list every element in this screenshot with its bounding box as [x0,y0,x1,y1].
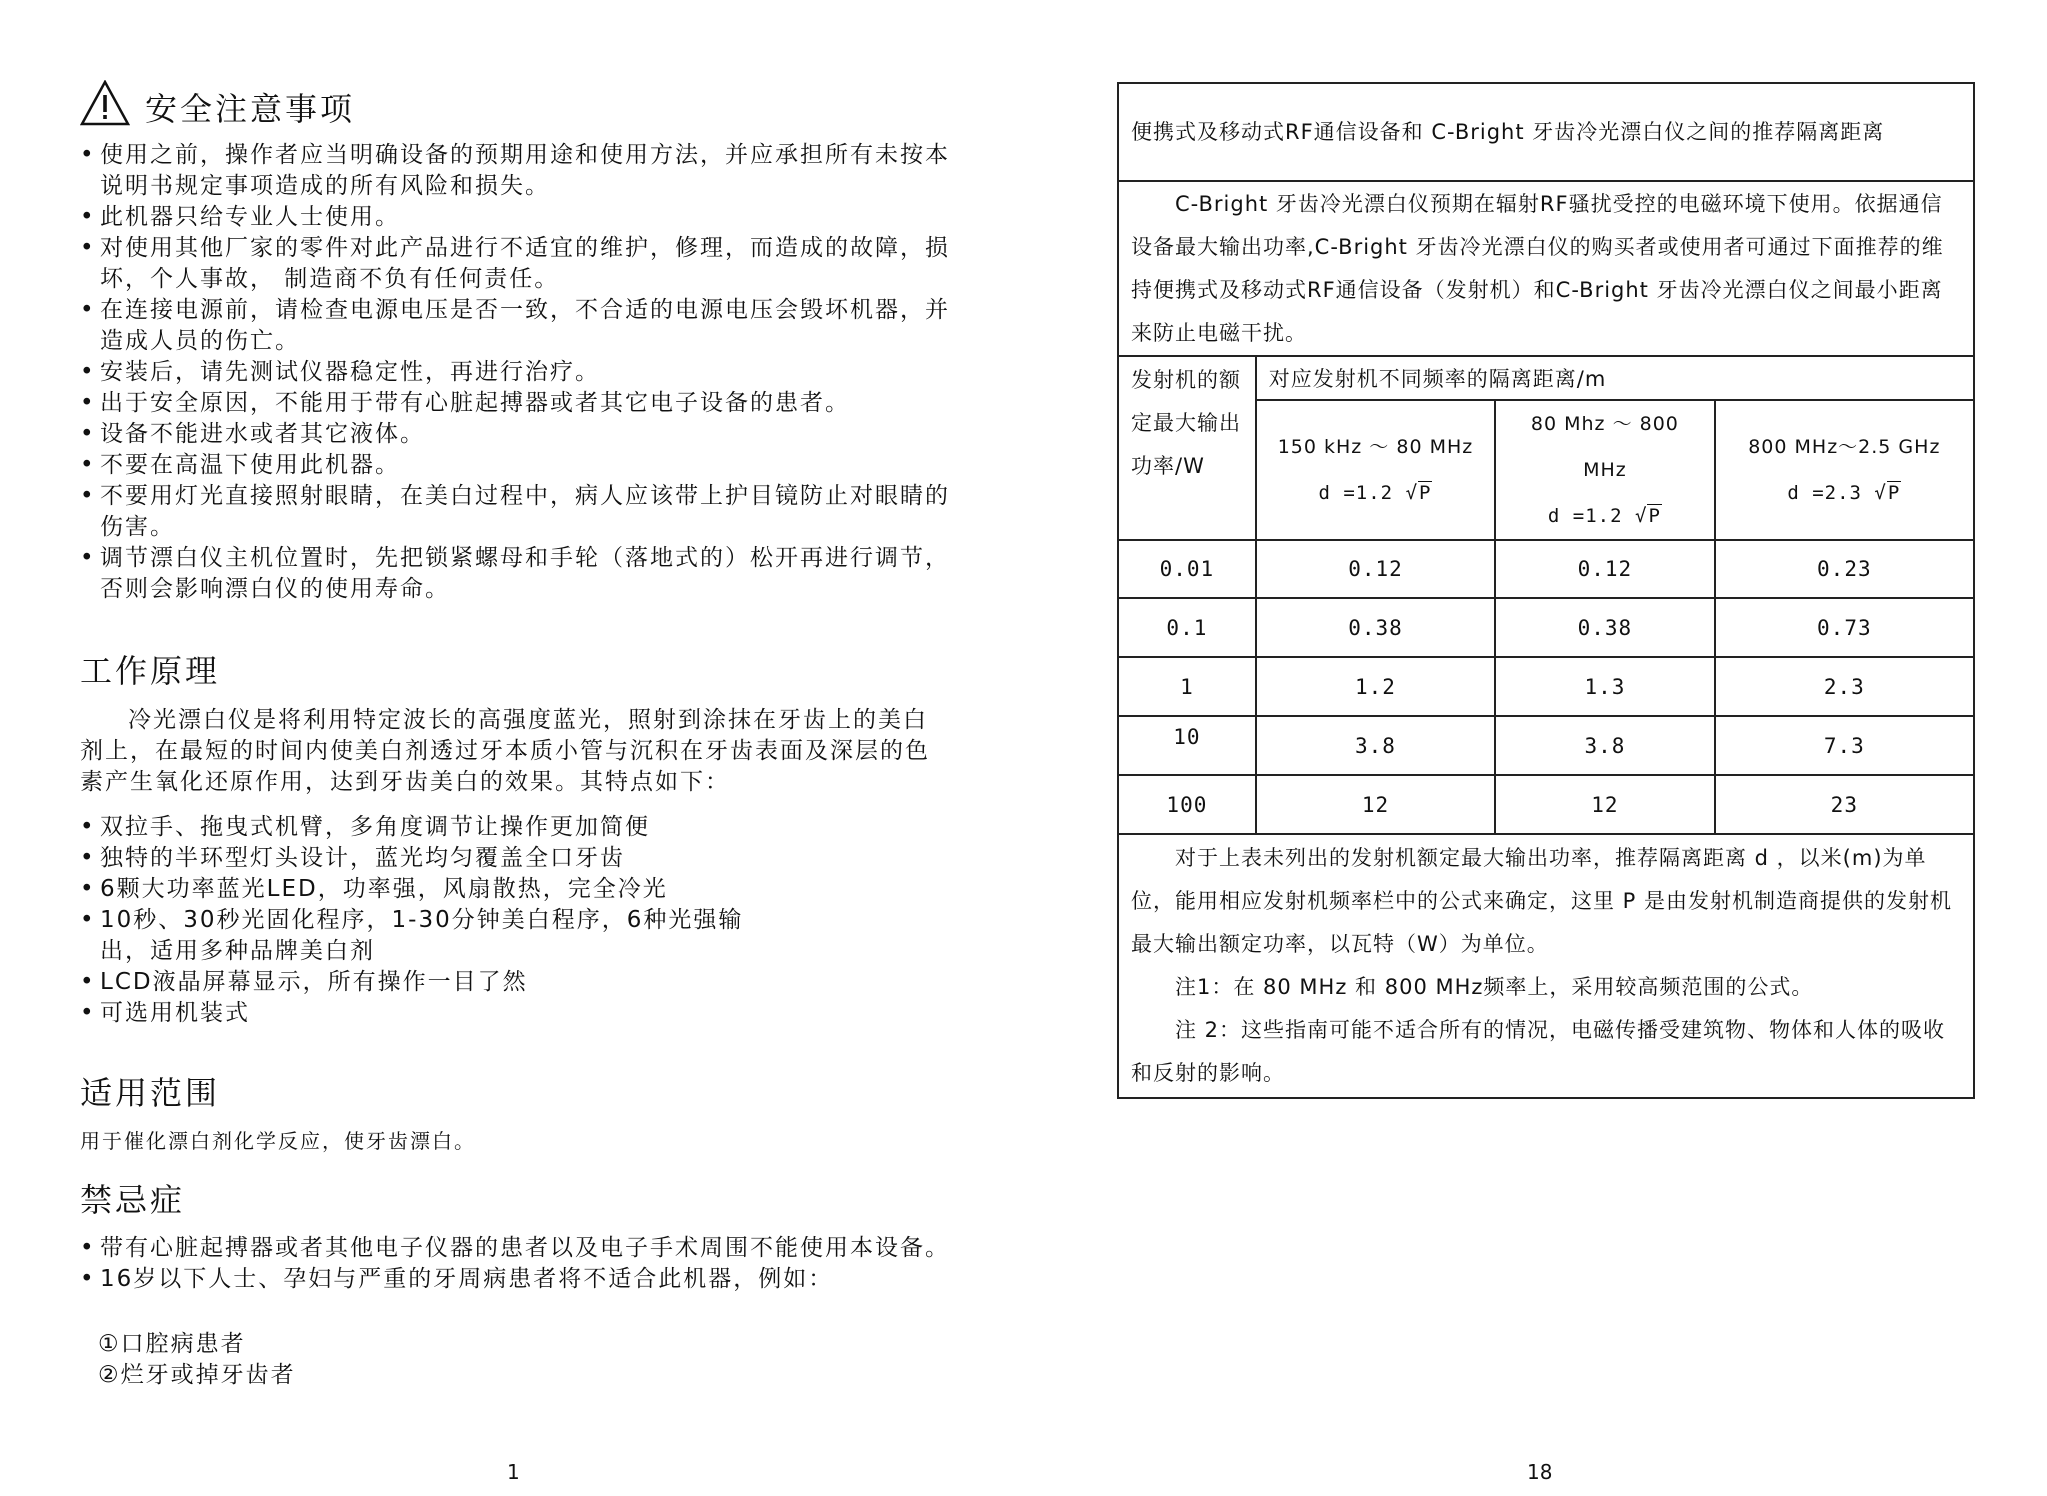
table-row [1118,598,1974,657]
table-cell: 7.3 [1715,716,1974,775]
safety-list [80,140,960,605]
table-cell: 2.3 [1715,657,1974,716]
table-cell: 100 [1118,775,1256,834]
contraindications-sublist [98,1329,296,1391]
list-item: • 带有心脏起搏器或者其他电子仪器的患者以及电子手术周围不能使用本设备。 [80,1233,960,1264]
note-paragraph: 注1：在 80 MHz 和 800 MHz频率上，采用较高频范围的公式。 [1175,975,1814,999]
band-header [1256,400,1495,540]
table-cell: 0.12 [1256,540,1495,598]
band-range: 80 Mhz ～ 800 MHz [1530,413,1679,481]
table-cell: 3.8 [1495,716,1714,775]
note-paragraph: 对于上表未列出的发射机额定最大输出功率，推荐隔离距离 d ，以米(m)为单位，能用相应发射机频率栏中的公式来确定，这里 P 是由发射机制造商提供的发射机最大输出额定功率，以瓦特（W）为单位。 [1131,846,1953,956]
band-formula: d =2.3 √P [1787,482,1901,504]
list-item: • 独特的半环型灯头设计，蓝光均匀覆盖全口牙齿 [80,843,780,874]
principle-title: 工作原理 [80,652,221,690]
list-item: • 出于安全原因，不能用于带有心脏起搏器或者其它电子设备的患者。 [80,388,960,419]
table-cell: 0.23 [1715,540,1974,598]
table-cell: 1.2 [1256,657,1495,716]
list-item: • 安装后，请先测试仪器稳定性，再进行治疗。 [80,357,960,388]
list-item: ②烂牙或掉牙齿者 [98,1362,296,1388]
table-cell: 1 [1118,657,1256,716]
table-cell: 0.73 [1715,598,1974,657]
table-cell: 0.01 [1118,540,1256,598]
table-cell: 12 [1495,775,1714,834]
table-row [1118,775,1974,834]
separation-distance-table [1117,82,1975,1099]
feature-list [80,812,780,1029]
list-item: • 在连接电源前，请检查电源电压是否一致，不合适的电源电压会毁坏机器，并造成人员的伤亡。 [80,295,960,357]
list-item: • 10秒、30秒光固化程序，1-30分钟美白程序，6种光强输出，适用多种品牌美白剂 [80,905,780,967]
contraindications-list [80,1233,960,1295]
band-header [1495,400,1714,540]
page-number: 1 [507,1460,520,1484]
band-range: 150 kHz ～ 80 MHz [1277,436,1474,458]
table-cell: 0.12 [1495,540,1714,598]
table-cell: 23 [1715,775,1974,834]
list-item: • 6颗大功率蓝光LED，功率强，风扇散热，完全冷光 [80,874,780,905]
table-cell: 3.8 [1256,716,1495,775]
table-row [1118,540,1974,598]
formula-variable: P [1887,482,1901,504]
power-column-header: 发射机的额定最大输出功率/W [1118,356,1256,540]
list-item: • 对使用其他厂家的零件对此产品进行不适宜的维护，修理，而造成的故障，损坏，个人事故， 制造商不负有任何责任。 [80,233,960,295]
contraindications-title: 禁忌症 [80,1181,186,1219]
scope-text: 用于催化漂白剂化学反应，使牙齿漂白。 [80,1129,476,1153]
list-item: • 16岁以下人士、孕妇与严重的牙周病患者将不适合此机器，例如： [80,1264,960,1295]
note-paragraph: 注 2：这些指南可能不适合所有的情况，电磁传播受建筑物、物体和人体的吸收和反射的影响。 [1131,1018,1946,1085]
list-item: • 设备不能进水或者其它液体。 [80,419,960,450]
list-item: • 可选用机装式 [80,998,780,1029]
band-range: 800 MHz～2.5 GHz [1748,436,1941,458]
formula-variable: P [1648,505,1661,527]
table-row [1118,716,1974,775]
distance-column-header: 对应发射机不同频率的隔离距离/m [1256,356,1974,400]
list-item: • 调节漂白仪主机位置时，先把锁紧螺母和手轮（落地式的）松开再进行调节，否则会影响漂白仪的使用寿命。 [80,543,960,605]
table-notes [1118,834,1974,1098]
list-item: • LCD液晶屏幕显示，所有操作一目了然 [80,967,780,998]
band-formula: d =1.2 √P [1547,505,1661,527]
table-row [1118,657,1974,716]
band-formula: d =1.2 √P [1318,482,1432,504]
list-item: • 不要在高温下使用此机器。 [80,450,960,481]
table-title: 便携式及移动式RF通信设备和 C-Bright 牙齿冷光漂白仪之间的推荐隔离距离 [1118,83,1974,181]
list-item: • 双拉手、拖曳式机臂，多角度调节让操作更加简便 [80,812,780,843]
scope-title: 适用范围 [80,1074,221,1112]
left-page [0,0,1023,1496]
table-cell: 0.38 [1256,598,1495,657]
list-item: • 不要用灯光直接照射眼睛，在美白过程中，病人应该带上护目镜防止对眼睛的伤害。 [80,481,960,543]
table-intro: C-Bright 牙齿冷光漂白仪预期在辐射RF骚扰受控的电磁环境下使用。依据通信设备最大输出功率,C-Bright 牙齿冷光漂白仪的购买者或使用者可通过下面推荐的维持便携式及移动式RF通信设备（发射机）和C-Bright 牙齿冷光漂白仪之间最小距离来防止电磁干扰。 [1118,181,1974,356]
formula-prefix: d =2.3 [1787,482,1862,504]
table-cell: 0.38 [1495,598,1714,657]
table-cell: 1.3 [1495,657,1714,716]
band-header [1715,400,1974,540]
formula-prefix: d =1.2 [1318,482,1394,504]
list-item: • 此机器只给专业人士使用。 [80,202,960,233]
table-cell: 12 [1256,775,1495,834]
safety-title: 安全注意事项 [145,90,356,128]
table-cell: 10 [1118,716,1256,775]
page-number: 18 [1527,1460,1553,1484]
formula-variable: P [1419,482,1432,504]
table-cell: 0.1 [1118,598,1256,657]
list-item: ①口腔病患者 [98,1331,246,1357]
list-item: • 使用之前，操作者应当明确设备的预期用途和使用方法，并应承担所有未按本说明书规定事项造成的所有风险和损失。 [80,140,960,202]
warning-triangle-icon [80,80,130,126]
principle-intro: 冷光漂白仪是将利用特定波长的高强度蓝光，照射到涂抹在牙齿上的美白剂上，在最短的时间内使美白剂透过牙本质小管与沉积在牙齿表面及深层的色素产生氧化还原作用，达到牙齿美白的效果。其特点如下： [80,707,930,795]
formula-prefix: d =1.2 [1547,505,1623,527]
